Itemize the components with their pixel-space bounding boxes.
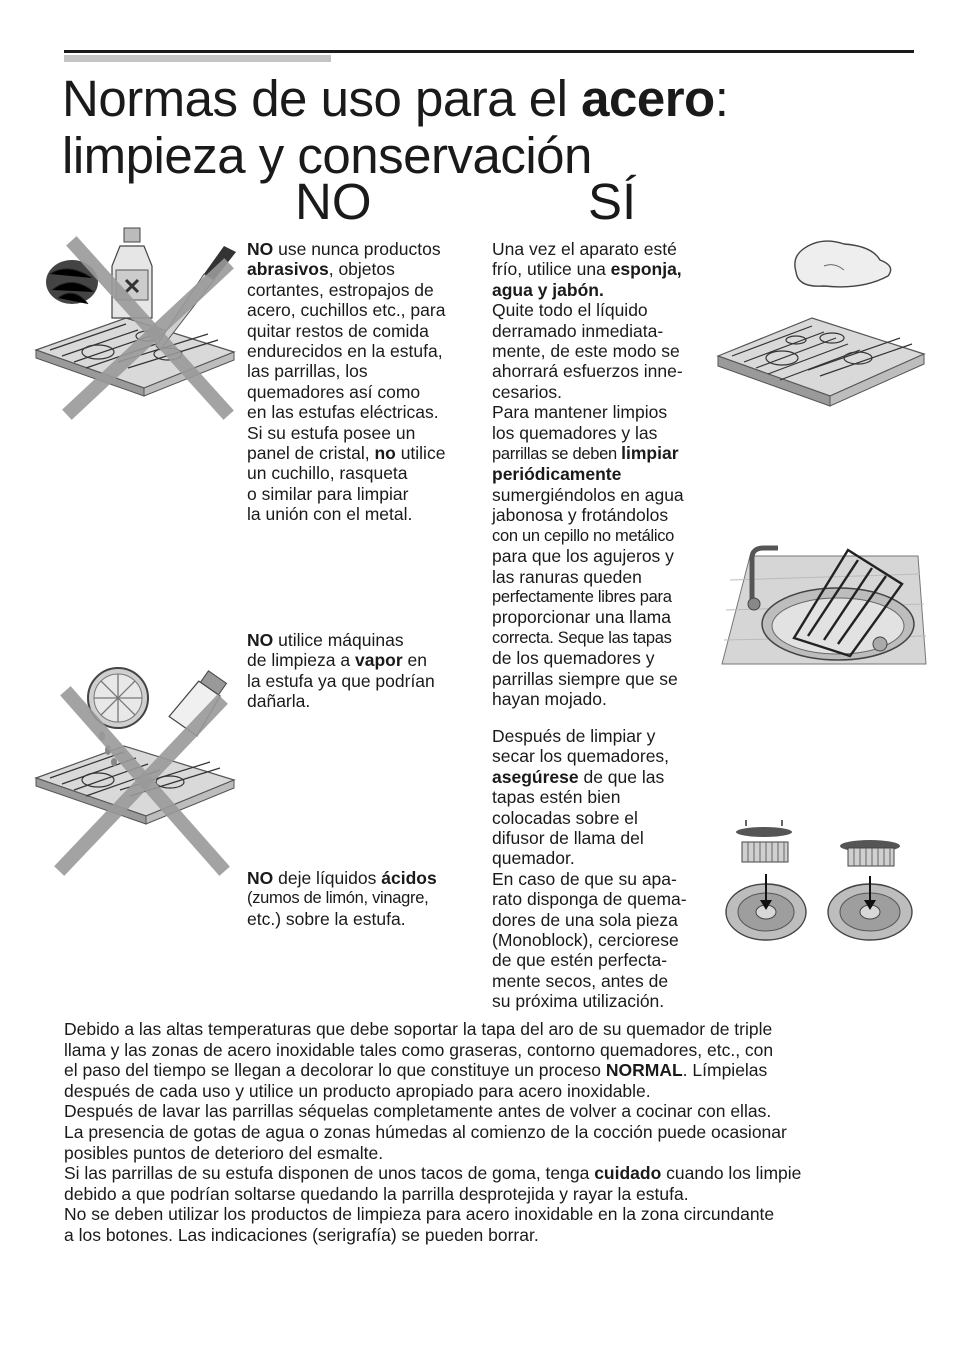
title-line1-post: : (714, 70, 729, 127)
title-line1-pre: Normas de uso para el (62, 70, 582, 127)
illustration-abrasive-tools-crossed (28, 222, 240, 422)
illustration-sponge-hob (712, 232, 928, 428)
header-rule (64, 50, 914, 53)
illustration-burner-caps (720, 820, 928, 948)
column-header-si: SÍ (588, 173, 637, 230)
bottom-notes: Debido a las altas temperaturas que debe soportar la tapa del aro de su quemador de triple llama y las zonas de acero inoxidable tales como graseras, contorno quemadores, etc., con el paso del tiempo se llegan a decolorar lo que constituye un proceso NORMAL. Límpielas después de cada uso y utilice un producto apropiado para acero inoxidable. Después de lavar las parrillas séquelas completamente antes de volver a cocinar con ellas. La presencia de gotas de agua o zonas húmedas al comienzo de la cocción puede ocasionar posibles puntos de deterioro del esmalte. Si las parrillas de su estufa disponen de unos tacos de goma, tenga cuidado cuando los limpie debido a que podrían soltarse quedando la parrilla desprotejida y rayar la estufa. No se deben utilizar los productos de limpieza para acero inoxidable en la zona circundante a los botones. Las indicaciones (serigrafía) se pueden borrar. (64, 1019, 802, 1245)
no-acids-text: NO deje líquidos ácidos (zumos de limón, vinagre, etc.) sobre la estufa. (247, 868, 437, 929)
no-abrasives-text: NO use nunca productos abrasivos, objetos cortantes, estropajos de acero, cuchillos etc., para quitar restos de comida endurecidos en la estufa, las parrillas, los quemadores así como en las estufas eléctricas. Si su estufa posee un panel de cristal, no utilice un cuchillo, rasqueta o similar para limpiar la unión con el metal. (247, 239, 446, 525)
no-steam-text: NO utilice máquinas de limpieza a vapor en la estufa ya que podrían dañarla. (247, 630, 435, 712)
title-line2: limpieza y conservación (62, 127, 592, 184)
illustration-sink-soaking-grid (720, 540, 928, 666)
header-accent-bar (64, 55, 331, 62)
column-header-no: NO (295, 173, 372, 230)
title-line1-bold: acero (581, 70, 715, 127)
si-burner-caps-text: Después de limpiar y secar los quemadores, asegúrese de que las tapas estén bien colocadas sobre el difusor de llama del quemador. En caso de que su apa- rato disponga de quema- dores de una sola pieza (Monoblock), cerciorese de que estén perfecta- mente secos, antes de su próxima utilización. (492, 726, 687, 1012)
si-cleaning-text: Una vez el aparato esté frío, utilice una esponja, agua y jabón. Quite todo el líquido derramado inmediata- mente, de este modo se ahorrará esfuerzos inne- cesarios. Para mantener limpios los quemadores y las parrillas se deben limpiar periódicamente sumergiéndolos en agua jabonosa y frotándolos con un cepillo no metálico para que los agujeros y las ranuras queden perfectamente libres para proporcionar una llama correcta. Seque las tapas de los quemadores y parrillas siempre que se hayan mojado. (492, 239, 684, 709)
illustration-acids-crossed (28, 660, 240, 885)
page-title (62, 70, 728, 184)
